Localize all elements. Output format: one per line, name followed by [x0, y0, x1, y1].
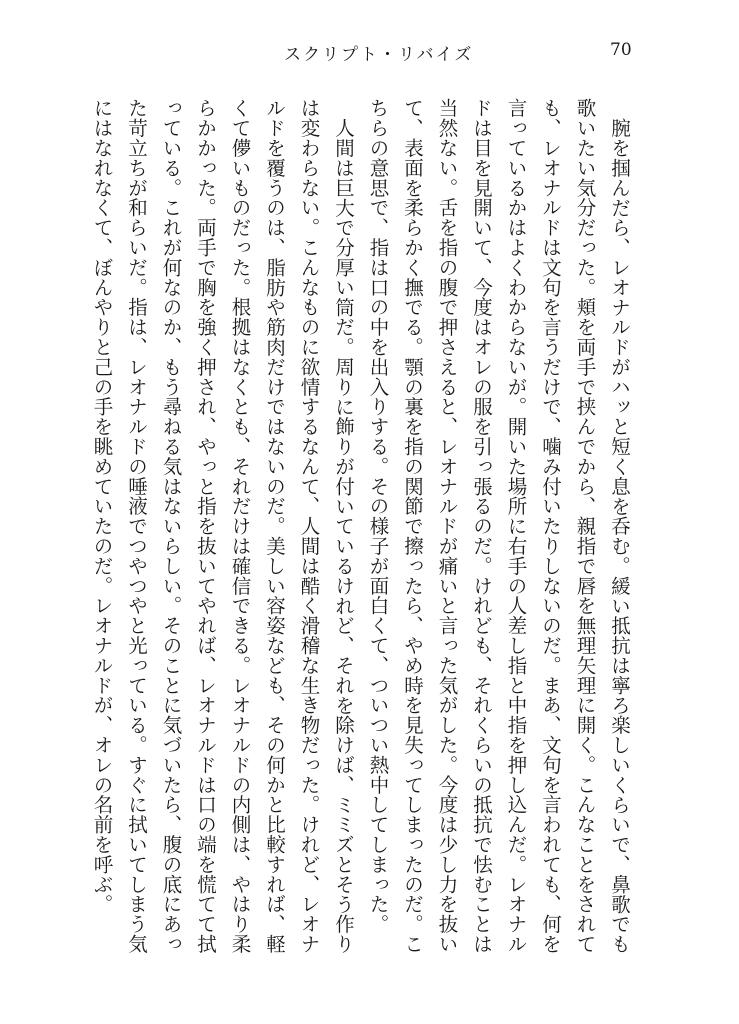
- page-number: 70: [610, 40, 632, 60]
- page-header: [0, 40, 739, 68]
- body-text: [90, 98, 636, 958]
- paragraph-1: 腕を掴んだら、レオナルドがハッと短く息を呑む。緩い抵抗は寧ろ楽しいくらいで、鼻歌でも歌いたい気分だった。頬を両手で挟んでから、親指で唇を無理矢理に開く。こんなことをされても、レオナルドは文句を言うだけで、噛み付いたりしないのだ。まあ、文句を言われても、何を言っているかはよくわからないが。開いた場所に右手の人差し指と中指を押し込んだ。レオナルドは目を見開いて、今度はオレの服を引っ張るのだ。けれども、それくらいの抵抗で怯むことは当然ない。舌を指の腹で押さえると、レオナルドが痛いと言った気がした。今度は少し力を抜いて、表面を柔らかく撫でる。顎の裏を指の関節で擦ったら、やめ時を見失ってしまったのだ。こちらの意思で、指は口の中を出入りする。その様子が面白くて、ついつい熱中してしまった。: [366, 98, 631, 954]
- paragraph-2: 人間は巨大で分厚い筒だ。周りに飾りが付いているけれど、それを除けば、ミミズとそう作りは変わらない。こんなものに欲情するなんて、人間は酷く滑稽な生き物だった。けれど、レオナルドを覆うのは、脂肪や筋肉だけではないのだ。美しい容姿なども、その何かと比較すれば、軽くて儚いものだった。根拠はなくとも、それだけは確信できる。レオナルドの内側は、やはり柔らかかった。両手で胸を強く押され、やっと指を抜いてやれば、レオナルドは口の端を慌てて拭っている。これが何なのか、もう尋ねる気はないらしい。そのことに気づいたら、腹の底にあった苛立ちが和らいだ。指は、レオナルドの唾液でつやつやと光っている。すぐに拭いてしまう気にはなれなくて、ぼんやりと己の手を眺めていたのだ。レオナルドが、オレの名前を呼ぶ。: [90, 98, 355, 954]
- running-title: スクリプト・リバイズ: [284, 45, 474, 65]
